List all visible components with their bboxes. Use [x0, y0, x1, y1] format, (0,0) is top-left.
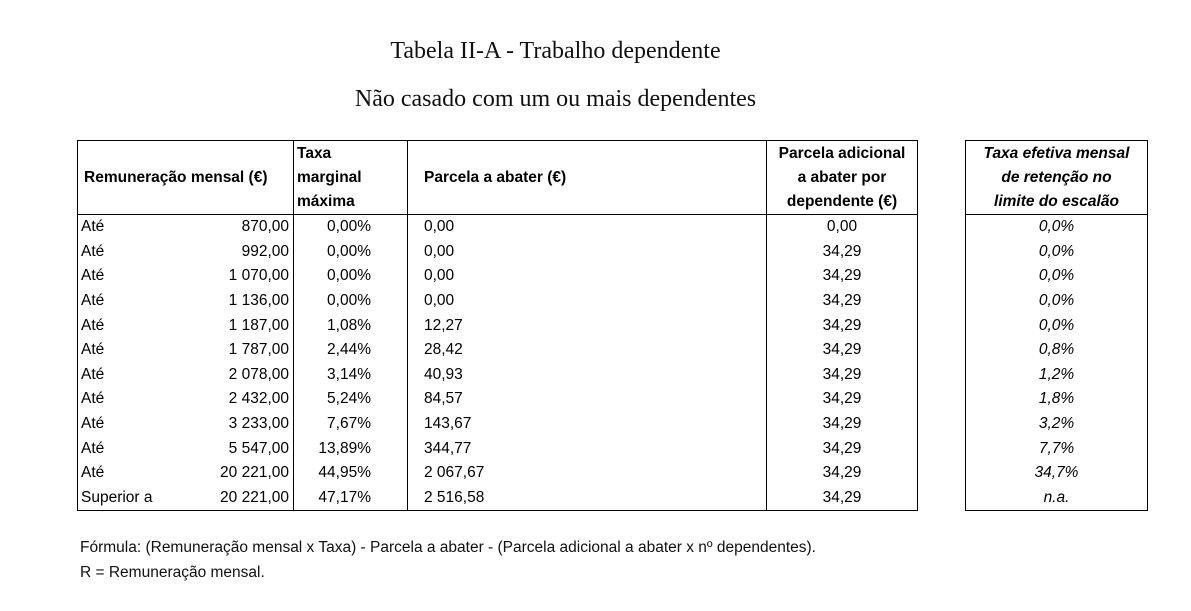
efetiva-cell: 1,8%: [1038, 390, 1075, 408]
parcela-cell: 84,57: [408, 387, 767, 412]
row-label: Até: [81, 390, 105, 408]
parcela-cell: 0,00: [408, 264, 767, 289]
taxa-cell: 0,00%: [294, 264, 408, 289]
table-row: [966, 215, 1148, 240]
table-row: [78, 215, 918, 240]
header-parcela: Parcela a abater (€): [408, 141, 767, 215]
header-adicional-line2: a abater por: [797, 168, 887, 186]
table-row: [78, 338, 918, 363]
table-row: [966, 338, 1148, 363]
header-taxa-line1: Taxa: [297, 144, 332, 162]
row-label: Até: [81, 365, 105, 383]
taxa-cell: 7,67%: [294, 412, 408, 437]
parcela-cell: 40,93: [408, 363, 767, 388]
remuneracao-cell: 2 432,00: [173, 387, 294, 412]
remuneracao-cell: 1 187,00: [173, 313, 294, 338]
formula-note: Fórmula: (Remuneração mensal x Taxa) - Parcela a abater - (Parcela adicional a abater x nº dependentes).: [80, 539, 816, 556]
row-label: Até: [81, 292, 105, 310]
table-row: [966, 461, 1148, 486]
parcela-cell: 2 516,58: [408, 486, 767, 511]
remuneracao-cell: 3 233,00: [173, 412, 294, 437]
withholding-table: [77, 140, 918, 511]
header-adicional-line3: dependente (€): [786, 192, 898, 210]
header-efetiva-line3: limite do escalão: [994, 192, 1119, 210]
remuneracao-cell: 20 221,00: [173, 461, 294, 486]
efetiva-cell: 7,7%: [1038, 439, 1075, 457]
page-subtitle: Não casado com um ou mais dependentes: [354, 86, 757, 112]
row-label: Até: [81, 415, 105, 433]
table-row: [78, 387, 918, 412]
page-title: Tabela II-A - Trabalho dependente: [390, 38, 721, 64]
parcela-cell: 2 067,67: [408, 461, 767, 486]
adicional-cell: 34,29: [822, 464, 862, 482]
parcela-cell: 344,77: [408, 436, 767, 461]
taxa-cell: 1,08%: [294, 313, 408, 338]
row-label: Superior a: [81, 488, 153, 506]
taxa-cell: 0,00%: [294, 240, 408, 265]
row-label: Até: [81, 316, 105, 334]
efetiva-cell: 1,2%: [1038, 365, 1075, 383]
efetiva-cell: 0,0%: [1038, 242, 1075, 260]
table-header-row: [78, 141, 918, 215]
efetiva-cell: 0,0%: [1038, 218, 1075, 236]
remuneracao-cell: 20 221,00: [173, 486, 294, 511]
row-label: Até: [81, 267, 105, 285]
adicional-cell: 34,29: [822, 415, 862, 433]
efetiva-cell: 34,7%: [1034, 464, 1079, 482]
header-efetiva: [966, 141, 1148, 215]
adicional-cell: 34,29: [822, 242, 862, 260]
efetiva-cell: 0,0%: [1038, 316, 1075, 334]
table-row: [78, 240, 918, 265]
taxa-cell: 13,89%: [294, 436, 408, 461]
efetiva-cell: 0,0%: [1038, 267, 1075, 285]
header-taxa-line2: marginal: [297, 168, 362, 186]
table-row: [966, 289, 1148, 314]
side-header-row: [966, 141, 1148, 215]
taxa-cell: 47,17%: [294, 486, 408, 511]
table-row: [78, 313, 918, 338]
header-adicional-line1: Parcela adicional: [778, 144, 906, 162]
adicional-cell: 34,29: [822, 292, 862, 310]
remuneracao-cell: 1 136,00: [173, 289, 294, 314]
row-label: Até: [81, 242, 105, 260]
header-taxa: [294, 141, 408, 215]
adicional-cell: 34,29: [822, 267, 862, 285]
taxa-cell: 3,14%: [294, 363, 408, 388]
table-row: [966, 240, 1148, 265]
parcela-cell: 0,00: [408, 240, 767, 265]
header-efetiva-line1: Taxa efetiva mensal: [983, 144, 1130, 162]
parcela-cell: 0,00: [408, 215, 767, 240]
taxa-cell: 0,00%: [294, 215, 408, 240]
table-row: [966, 412, 1148, 437]
parcela-cell: 28,42: [408, 338, 767, 363]
remuneracao-cell: 1 787,00: [173, 338, 294, 363]
header-taxa-line3: máxima: [297, 192, 355, 210]
adicional-cell: 0,00: [826, 218, 858, 236]
row-label: Até: [81, 341, 105, 359]
row-label: Até: [81, 464, 105, 482]
table-row: [966, 363, 1148, 388]
table-row: [966, 486, 1148, 511]
remuneracao-cell: 2 078,00: [173, 363, 294, 388]
efetiva-cell: 0,0%: [1038, 292, 1075, 310]
parcela-cell: 12,27: [408, 313, 767, 338]
remuneracao-cell: 5 547,00: [173, 436, 294, 461]
table-row: [78, 412, 918, 437]
table-row: [966, 313, 1148, 338]
taxa-cell: 44,95%: [294, 461, 408, 486]
header-adicional: [767, 141, 918, 215]
header-efetiva-line2: de retenção no: [1001, 168, 1112, 186]
header-remuneracao: Remuneração mensal (€): [78, 141, 294, 215]
table-row: [78, 363, 918, 388]
table-row: [966, 436, 1148, 461]
efetiva-cell: 3,2%: [1038, 415, 1075, 433]
efetiva-cell: n.a.: [1043, 488, 1070, 506]
remuneracao-cell: 1 070,00: [173, 264, 294, 289]
table-row: [966, 264, 1148, 289]
efetiva-cell: 0,8%: [1038, 341, 1075, 359]
adicional-cell: 34,29: [822, 439, 862, 457]
adicional-cell: 34,29: [822, 341, 862, 359]
adicional-cell: 34,29: [822, 488, 862, 506]
adicional-cell: 34,29: [822, 390, 862, 408]
taxa-cell: 2,44%: [294, 338, 408, 363]
effective-rate-table: [965, 140, 1148, 511]
taxa-cell: 0,00%: [294, 289, 408, 314]
table-row: [78, 289, 918, 314]
table-row: [78, 264, 918, 289]
remuneracao-cell: 992,00: [173, 240, 294, 265]
table-row: [78, 486, 918, 511]
adicional-cell: 34,29: [822, 316, 862, 334]
row-label: Até: [81, 439, 105, 457]
remuneracao-cell: 870,00: [173, 215, 294, 240]
parcela-cell: 0,00: [408, 289, 767, 314]
parcela-cell: 143,67: [408, 412, 767, 437]
adicional-cell: 34,29: [822, 365, 862, 383]
r-definition-note: R = Remuneração mensal.: [80, 564, 265, 581]
taxa-cell: 5,24%: [294, 387, 408, 412]
table-row: [966, 387, 1148, 412]
table-row: [78, 461, 918, 486]
row-label: Até: [81, 218, 105, 236]
table-row: [78, 436, 918, 461]
